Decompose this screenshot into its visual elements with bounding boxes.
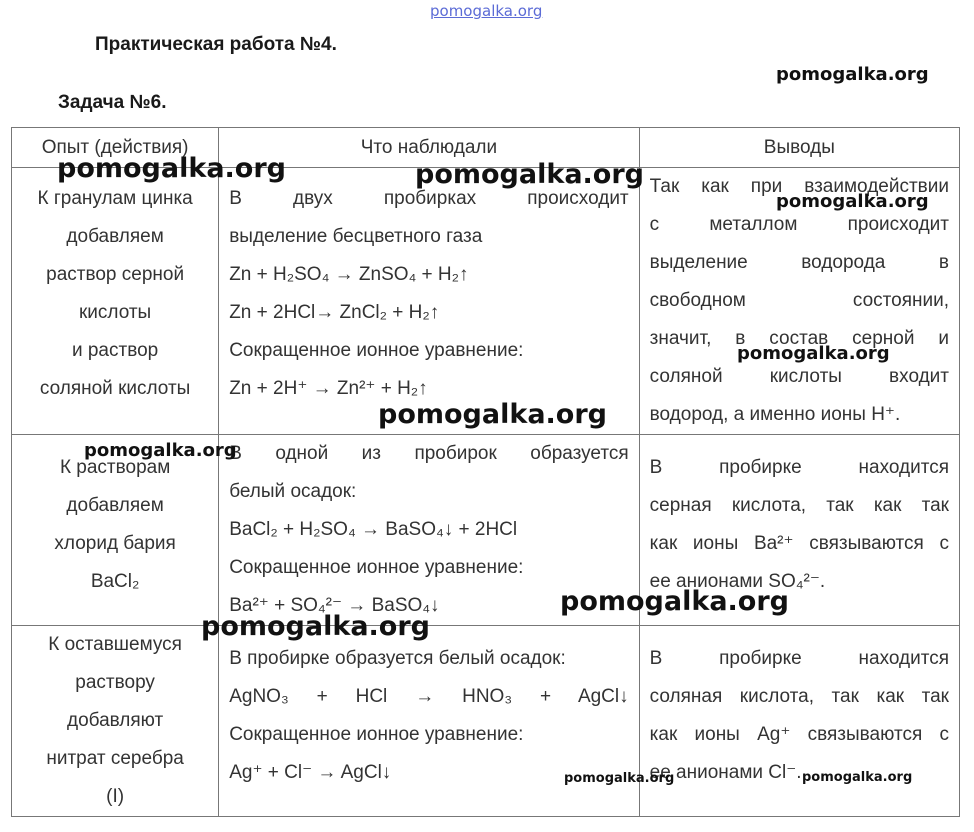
observed-text: В пробирке образуется белый осадок: (229, 648, 566, 669)
conclusion-line: с металлом происходит (649, 214, 949, 235)
conclusion-line: свободном состоянии, (649, 290, 949, 311)
watermark-top-link[interactable]: pomogalka.org (430, 2, 543, 20)
action-cell (12, 435, 219, 626)
page-title: Практическая работа №4. (95, 34, 337, 55)
action-line: добавляем (66, 226, 164, 247)
task-heading: Задача №6. (58, 92, 167, 113)
conclusion-cell (639, 626, 959, 817)
observed-text: В двух пробирках происходит (229, 188, 629, 209)
action-line: К оставшемуся (48, 634, 182, 655)
observed-cell (219, 626, 639, 817)
ionic-label: Сокращенное ионное уравнение: (229, 557, 524, 578)
ionic-label: Сокращенное ионное уравнение: (229, 340, 524, 361)
watermark: pomogalka.org (776, 191, 929, 212)
conclusion-line: как ионы Ba²⁺ связываются с (649, 533, 949, 554)
action-line: соляной кислоты (39, 378, 191, 399)
action-line: раствору (75, 672, 155, 693)
action-line: К растворам (59, 457, 171, 478)
action-line: добавляем (66, 495, 164, 516)
action-line: К гранулам цинка (37, 188, 193, 209)
watermark: pomogalka.org (201, 611, 430, 642)
ionic-label: Сокращенное ионное уравнение: (229, 724, 524, 745)
watermark: pomogalka.org (776, 64, 929, 85)
conclusion-line: соляной кислоты входит (649, 366, 949, 387)
ionic-equation: Ag⁺ + Cl⁻ → AgCl↓ (229, 762, 392, 783)
table-row (12, 626, 960, 817)
ionic-equation: Zn + 2H⁺ → Zn²⁺ + H₂↑ (229, 378, 428, 399)
action-line: хлорид бария (54, 533, 176, 554)
action-line: добавляют (66, 710, 164, 731)
conclusion-line: Так как при взаимодействии (649, 176, 949, 197)
watermark: pomogalka.org (564, 771, 675, 786)
experiment-table (11, 127, 960, 817)
conclusion-line: ее анионами SO₄²⁻. (649, 571, 826, 592)
conclusion-line: ее анионами Cl⁻. (649, 762, 802, 783)
observed-cell (219, 168, 639, 435)
action-line: раствор серной (46, 264, 185, 285)
conclusion-line: выделение водорода в (649, 252, 949, 273)
column-header: Что наблюдали (219, 128, 639, 168)
equation: BaCl₂ + H₂SO₄ → BaSO₄↓ + 2HCl (229, 519, 518, 540)
observed-text: выделение бесцветного газа (229, 226, 483, 247)
ionic-equation: Ba²⁺ + SO₄²⁻ → BaSO₄↓ (229, 595, 440, 616)
action-cell (12, 626, 219, 817)
table-row (12, 435, 960, 626)
watermark: pomogalka.org (737, 343, 890, 364)
column-header: Выводы (639, 128, 959, 168)
action-cell (12, 168, 219, 435)
equation: AgNO₃ + HCl → HNO₃ + AgCl↓ (229, 686, 629, 707)
watermark: pomogalka.org (84, 440, 237, 461)
action-line: BaCl₂ (90, 571, 140, 592)
watermark: pomogalka.org (802, 770, 913, 785)
observed-text: В одной из пробирок образуется (229, 443, 629, 464)
action-line: нитрат серебра (46, 748, 184, 769)
equation: Zn + 2HCl→ ZnCl₂ + H₂↑ (229, 302, 440, 323)
conclusion-line: водород, а именно ионы H⁺. (649, 404, 901, 425)
conclusion-line: значит, в состав серной и (649, 328, 949, 349)
action-line: (I) (106, 786, 125, 807)
conclusion-line: соляная кислота, так как так (649, 686, 949, 707)
watermark: pomogalka.org (560, 586, 789, 617)
column-header: Опыт (действия) (12, 128, 219, 168)
observed-text: белый осадок: (229, 481, 357, 502)
action-line: кислоты (78, 302, 152, 323)
conclusion-line: В пробирке находится (649, 648, 949, 669)
watermark: pomogalka.org (415, 159, 644, 190)
watermark: pomogalka.org (57, 153, 286, 184)
watermark: pomogalka.org (378, 399, 607, 430)
conclusion-line: серная кислота, так как так (649, 495, 949, 516)
conclusion-line: В пробирке находится (649, 457, 949, 478)
action-line: и раствор (71, 340, 159, 361)
conclusion-line: как ионы Ag⁺ связываются с (649, 724, 949, 745)
equation: Zn + H₂SO₄ → ZnSO₄ + H₂↑ (229, 264, 469, 285)
